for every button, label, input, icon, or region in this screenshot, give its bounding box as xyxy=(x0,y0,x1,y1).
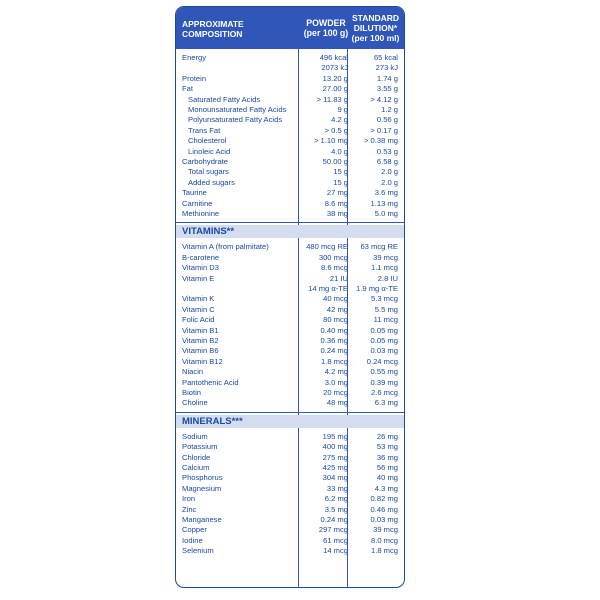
powder-value: 38 mg xyxy=(326,209,348,218)
section-title: VITAMINS** xyxy=(182,226,235,238)
standard-value: 0.46 mg xyxy=(370,504,398,514)
standard-value: 6.58 g xyxy=(376,157,398,166)
powder-value: 6.2 mg xyxy=(324,494,348,504)
nutrient-label: Vitamin B12 xyxy=(182,356,223,366)
table-row xyxy=(176,494,404,503)
nutrient-label: Added sugars xyxy=(188,177,235,187)
powder-value: 1.8 mcg xyxy=(320,356,348,366)
table-row xyxy=(176,136,404,145)
table-row xyxy=(176,63,404,72)
standard-value: 1.2 g xyxy=(381,105,398,114)
powder-value: 2073 kJ xyxy=(321,63,348,73)
powder-value: 8.6 mcg xyxy=(320,263,348,273)
table-row xyxy=(176,336,404,345)
powder-value: > 0.5 g xyxy=(324,125,348,135)
table-row xyxy=(176,357,404,366)
nutrient-label: Vitamin E xyxy=(182,273,215,283)
standard-value: 273 kJ xyxy=(375,63,398,73)
nutrient-label: Biotin xyxy=(182,388,201,397)
section-vitamins xyxy=(176,225,404,238)
powder-value: 304 mg xyxy=(322,473,348,483)
nutrient-label: Fat xyxy=(182,84,193,94)
nutrient-label: Calcium xyxy=(182,463,210,472)
powder-value: 275 mg xyxy=(322,452,348,462)
nutrient-label: Polyunsaturated Fatty Acids xyxy=(188,115,283,125)
nutrient-label: Niacin xyxy=(182,367,204,377)
table-row xyxy=(176,484,404,493)
table-row xyxy=(176,157,404,166)
powder-value: 15 g xyxy=(333,167,348,177)
nutrient-label: Phosphorus xyxy=(182,473,223,483)
nutrient-label: Protein xyxy=(182,73,207,83)
nutrition-table xyxy=(175,6,405,588)
table-row xyxy=(176,536,404,545)
nutrient-label: Linoleic Acid xyxy=(188,146,231,156)
nutrient-label: Manganese xyxy=(182,515,222,524)
nutrient-label: Zinc xyxy=(182,504,197,514)
powder-value: 3.0 mg xyxy=(324,377,348,387)
nutrient-label: Copper xyxy=(182,525,207,535)
nutrient-label: Carnitine xyxy=(182,198,213,208)
powder-value: > 11.83 g xyxy=(316,94,348,104)
powder-value: 300 mcg xyxy=(318,252,348,262)
powder-value: 80 mcg xyxy=(323,315,348,325)
standard-value: 0.55 mg xyxy=(370,367,398,377)
table-row xyxy=(176,473,404,482)
nutrient-label: Choline xyxy=(182,398,208,408)
table-row xyxy=(176,326,404,335)
powder-value: 27.00 g xyxy=(322,84,348,94)
standard-value: 0.03 mg xyxy=(370,515,398,524)
nutrient-label: Selenium xyxy=(182,546,214,556)
powder-value: 50.00 g xyxy=(322,157,348,166)
table-row xyxy=(176,209,404,218)
table-row xyxy=(176,305,404,314)
powder-value: 20 mcg xyxy=(323,388,348,397)
standard-value: 2.6 mcg xyxy=(370,388,398,397)
powder-value: > 1.10 mg xyxy=(314,136,348,146)
powder-value: 61 mcg xyxy=(323,535,348,545)
table-row xyxy=(176,346,404,355)
table-row xyxy=(176,242,404,251)
powder-value: 425 mg xyxy=(322,463,348,472)
standard-value: 26 mg xyxy=(376,431,398,441)
standard-value: 0.53 g xyxy=(376,146,398,156)
table-row xyxy=(176,525,404,534)
table-header xyxy=(176,7,404,49)
nutrient-label: Trans Fat xyxy=(188,125,221,135)
powder-value: 3.5 mg xyxy=(324,504,348,514)
nutrient-label: Magnesium xyxy=(182,483,222,493)
standard-value: 11 mcg xyxy=(373,315,398,325)
standard-value: 0.05 mg xyxy=(370,336,398,345)
powder-value: 195 mg xyxy=(322,431,348,441)
standard-value: 1.8 mcg xyxy=(370,546,398,556)
nutrient-label: Chloride xyxy=(182,452,211,462)
nutrient-label: Iron xyxy=(182,494,196,504)
standard-value: > 0.38 mg xyxy=(364,136,398,146)
standard-value: 53 mg xyxy=(376,442,398,452)
powder-value: 15 g xyxy=(333,177,348,187)
standard-value: 0.39 mg xyxy=(370,377,398,387)
nutrient-label: B-carotene xyxy=(182,252,220,262)
nutrient-label: Vitamin B6 xyxy=(182,346,219,356)
standard-value: 0.82 mg xyxy=(370,494,398,504)
nutrient-label: Potassium xyxy=(182,442,218,452)
standard-value: 56 mg xyxy=(376,463,398,472)
standard-value: 3.6 mg xyxy=(374,188,398,198)
nutrient-label: Pantothenic Acid xyxy=(182,377,239,387)
powder-value: 400 mg xyxy=(322,442,348,452)
standard-value: 0.05 mg xyxy=(370,325,398,335)
standard-value: 2.8 IU xyxy=(377,273,398,283)
nutrient-label: Vitamin K xyxy=(182,294,215,304)
standard-value: 0.03 mg xyxy=(370,346,398,356)
table-row xyxy=(176,74,404,83)
nutrient-label: Cholesterol xyxy=(188,136,227,146)
nutrient-label: Total sugars xyxy=(188,167,229,177)
powder-value: 9 g xyxy=(337,105,348,114)
powder-value: 297 mcg xyxy=(318,525,348,535)
standard-value: > 4.12 g xyxy=(370,94,398,104)
nutrient-label: Carbohydrate xyxy=(182,157,229,166)
standard-value: 1.74 g xyxy=(376,73,398,83)
table-row xyxy=(176,167,404,176)
standard-value: 1.9 mg α-TE xyxy=(356,284,398,293)
table-row xyxy=(176,432,404,441)
standard-value: 3.55 g xyxy=(376,84,398,94)
table-row xyxy=(176,105,404,114)
nutrient-label: Iodine xyxy=(182,535,203,545)
table-row xyxy=(176,505,404,514)
header-standard-dilution: STANDARD DILUTION* (per 100 ml) xyxy=(351,13,400,43)
table-row xyxy=(176,546,404,555)
standard-value: 5.3 mcg xyxy=(370,294,398,304)
table-row xyxy=(176,388,404,397)
standard-value: 1.13 mg xyxy=(370,198,398,208)
standard-value: > 0.17 g xyxy=(370,125,398,135)
table-row xyxy=(176,463,404,472)
powder-value: 496 kcal xyxy=(319,53,348,62)
header-powder: POWDER (per 100 g) xyxy=(303,18,349,38)
table-row xyxy=(176,315,404,324)
table-row xyxy=(176,453,404,462)
section-title: MINERALS*** xyxy=(182,415,243,427)
standard-value: 2.0 g xyxy=(381,177,398,187)
standard-value: 0.56 g xyxy=(376,115,398,125)
standard-value: 5.5 mg xyxy=(374,304,398,314)
section-minerals xyxy=(176,415,404,428)
standard-value: 2.0 g xyxy=(381,167,398,177)
nutrient-label: Monounsaturated Fatty Acids xyxy=(188,105,287,114)
powder-value: 48 mg xyxy=(326,398,348,408)
powder-value: 480 mcg RE xyxy=(306,242,348,252)
nutrient-label: Vitamin B1 xyxy=(182,325,219,335)
standard-value: 36 mg xyxy=(376,452,398,462)
table-row xyxy=(176,126,404,135)
powder-value: 4.2 mg xyxy=(324,367,348,377)
standard-value: 5.0 mg xyxy=(374,209,398,218)
table-row xyxy=(176,398,404,407)
powder-value: 8.6 mg xyxy=(324,198,348,208)
table-row xyxy=(176,53,404,62)
powder-value: 0.24 mg xyxy=(320,515,348,524)
standard-value: 63 mcg RE xyxy=(360,242,398,252)
nutrient-label: Folic Acid xyxy=(182,315,215,325)
standard-value: 1.1 mcg xyxy=(370,263,398,273)
table-row xyxy=(176,367,404,376)
table-row xyxy=(176,378,404,387)
table-row xyxy=(176,253,404,262)
powder-value: 13.20 g xyxy=(322,73,348,83)
table-row xyxy=(176,95,404,104)
table-row xyxy=(176,274,404,283)
nutrient-label: Sodium xyxy=(182,431,208,441)
nutrient-label: Vitamin D3 xyxy=(182,263,220,273)
table-row xyxy=(176,178,404,187)
powder-value: 0.40 mg xyxy=(320,325,348,335)
nutrient-label: Energy xyxy=(182,53,207,62)
nutrient-label: Saturated Fatty Acids xyxy=(188,94,261,104)
section-divider xyxy=(176,222,404,223)
table-row xyxy=(176,147,404,156)
powder-value: 40 mcg xyxy=(323,294,348,304)
nutrient-label: Taurine xyxy=(182,188,207,198)
table-row xyxy=(176,115,404,124)
nutrient-label: Methionine xyxy=(182,209,220,218)
standard-value: 39 mcg xyxy=(373,525,398,535)
standard-value: 0.24 mcg xyxy=(366,356,398,366)
standard-value: 65 kcal xyxy=(373,53,398,62)
powder-value: 27 mg xyxy=(326,188,348,198)
powder-value: 42 mg xyxy=(326,304,348,314)
powder-value: 14 mg α-TE xyxy=(308,284,348,293)
standard-value: 40 mg xyxy=(376,473,398,483)
table-row xyxy=(176,515,404,524)
nutrient-label: Vitamin B2 xyxy=(182,336,219,345)
powder-value: 0.24 mg xyxy=(320,346,348,356)
standard-value: 8.0 mcg xyxy=(370,535,398,545)
table-row xyxy=(176,199,404,208)
table-row xyxy=(176,188,404,197)
nutrient-label: Vitamin A (from palmitate) xyxy=(182,242,269,252)
nutrient-label: Vitamin C xyxy=(182,304,215,314)
table-row xyxy=(176,294,404,303)
powder-value: 4.2 g xyxy=(331,115,348,125)
header-composition: APPROXIMATE COMPOSITION xyxy=(182,19,244,39)
standard-value: 39 mcg xyxy=(373,252,398,262)
section-divider xyxy=(176,412,404,413)
powder-value: 14 mcg xyxy=(323,546,348,556)
powder-value: 4.0 g xyxy=(331,146,348,156)
table-row xyxy=(176,84,404,93)
powder-value: 33 mg xyxy=(326,483,348,493)
powder-value: 21 IU xyxy=(329,273,348,283)
standard-value: 6.3 mg xyxy=(374,398,398,408)
standard-value: 4.3 mg xyxy=(374,483,398,493)
powder-value: 0.36 mg xyxy=(320,336,348,345)
table-row xyxy=(176,263,404,272)
table-row xyxy=(176,442,404,451)
table-row xyxy=(176,284,404,293)
